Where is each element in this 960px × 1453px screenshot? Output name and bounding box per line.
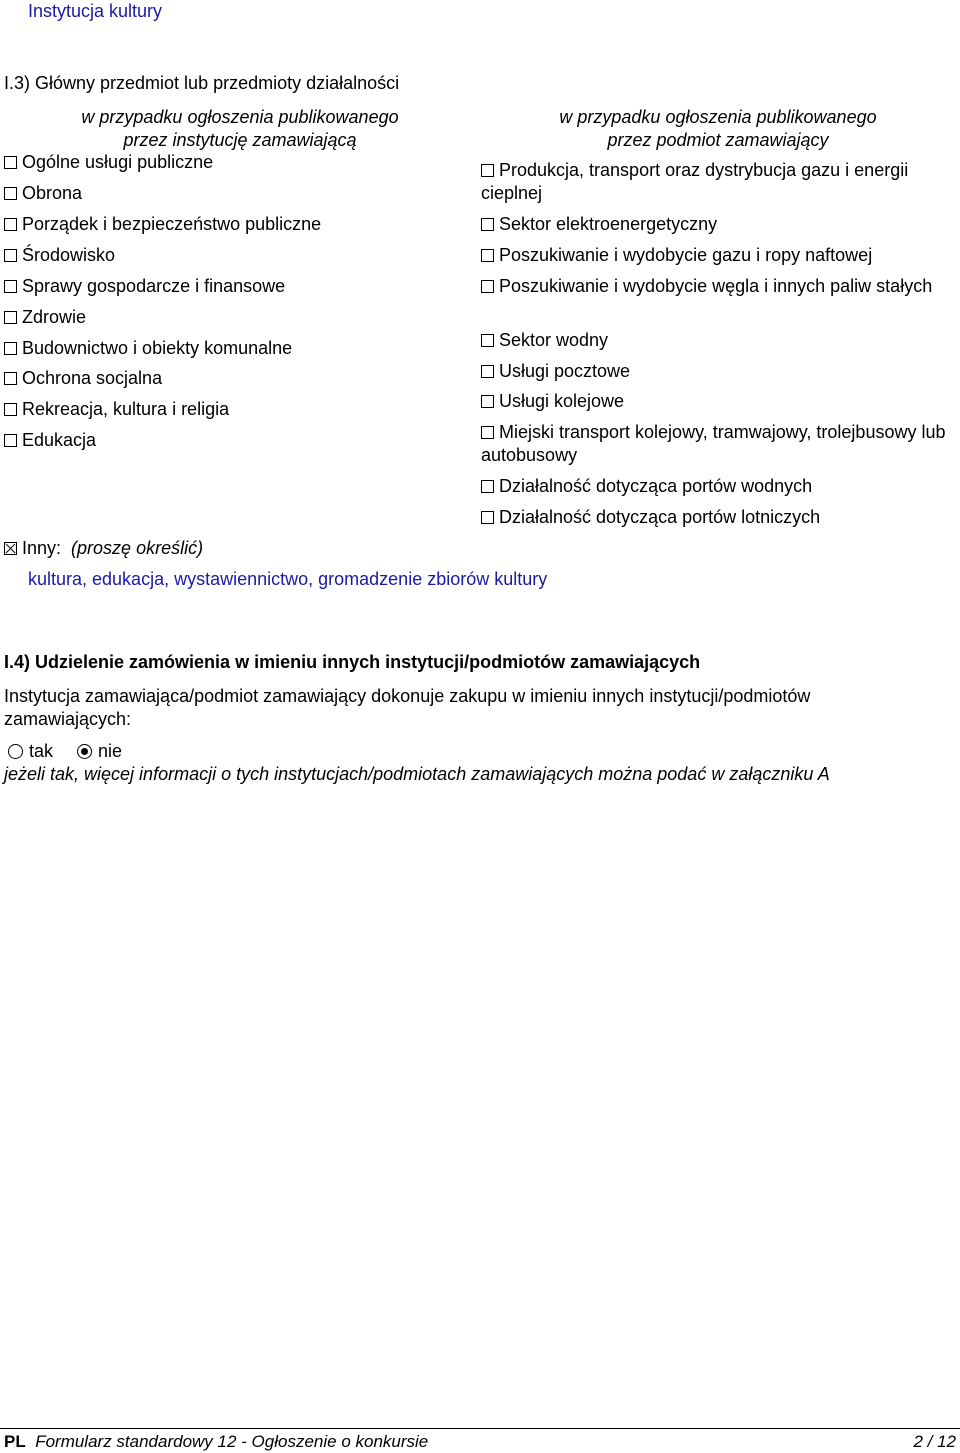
option-defence[interactable]	[4, 182, 82, 205]
other-hint: (proszę określić)	[71, 538, 204, 558]
checkbox-icon[interactable]	[4, 249, 17, 262]
contracting-authority-type-value: Instytucja kultury	[28, 1, 163, 21]
annex-a-note: jeżeli tak, więcej informacji o tych instytucjach/podmiotach zamawiających można podać w załączniku A	[4, 764, 830, 784]
option-coal-solid-fuels[interactable]	[481, 275, 951, 298]
option-health[interactable]	[4, 306, 86, 329]
option-recreation-culture-religion[interactable]	[4, 398, 229, 421]
checkbox-icon[interactable]	[481, 426, 494, 439]
option-gas-oil-extraction[interactable]	[481, 244, 951, 267]
radio-option-no[interactable]	[77, 741, 122, 761]
checkbox-icon[interactable]	[481, 164, 494, 177]
footer-form-info	[4, 1430, 428, 1453]
checkbox-icon[interactable]	[4, 372, 17, 385]
section-i4-title: I.4) Udzielenie zamówienia w imieniu innych instytucji/podmiotów zamawiających	[4, 652, 701, 672]
checkbox-icon[interactable]	[481, 280, 494, 293]
left-header-line-2: przez instytucję zamawiającą	[123, 130, 357, 150]
radio-option-yes[interactable]	[8, 741, 53, 761]
other-label: Inny:	[22, 538, 62, 558]
option-electricity[interactable]	[481, 213, 951, 236]
footer-page-number: 2 / 12	[913, 1432, 956, 1451]
option-education[interactable]	[4, 429, 96, 452]
option-other[interactable]	[4, 537, 203, 560]
option-label: Sektor wodny	[499, 330, 609, 350]
radio-yes-label: tak	[29, 741, 54, 761]
checkbox-icon[interactable]	[481, 334, 494, 347]
option-label: Porządek i bezpieczeństwo publiczne	[22, 214, 322, 234]
checkbox-icon[interactable]	[4, 218, 17, 231]
option-label: Edukacja	[22, 430, 97, 450]
option-railway-services[interactable]	[481, 390, 951, 413]
option-label: Zdrowie	[22, 307, 87, 327]
checkbox-icon[interactable]	[481, 395, 494, 408]
footer-lang: PL	[4, 1432, 26, 1451]
radio-selected-icon[interactable]	[77, 744, 92, 759]
radio-empty-icon[interactable]	[8, 744, 23, 759]
checkbox-icon[interactable]	[481, 249, 494, 262]
option-label: Środowisko	[22, 245, 116, 265]
option-gas-heat-production[interactable]	[481, 159, 951, 205]
checkbox-icon[interactable]	[4, 311, 17, 324]
option-economic-financial-affairs[interactable]	[4, 275, 285, 298]
checked-checkbox-icon[interactable]	[4, 542, 17, 555]
option-social-protection[interactable]	[4, 367, 162, 390]
checkbox-icon[interactable]	[4, 342, 17, 355]
option-airport-activities[interactable]	[481, 506, 951, 529]
right-header-line-2: przez podmiot zamawiający	[607, 130, 829, 150]
option-label: Miejski transport kolejowy, tramwajowy, trolejbusowy lub autobusowy	[481, 422, 946, 465]
option-environment[interactable]	[4, 244, 115, 267]
option-label: Produkcja, transport oraz dystrybucja gazu i energii cieplnej	[481, 160, 909, 203]
option-label: Poszukiwanie i wydobycie węgla i innych paliw stałych	[499, 276, 933, 296]
option-water[interactable]	[481, 329, 951, 352]
option-postal-services[interactable]	[481, 360, 951, 383]
checkbox-icon[interactable]	[481, 218, 494, 231]
checkbox-icon[interactable]	[4, 156, 17, 169]
option-label: Ogólne usługi publiczne	[22, 152, 214, 172]
option-label: Budownictwo i obiekty komunalne	[22, 338, 293, 358]
option-label: Poszukiwanie i wydobycie gazu i ropy naftowej	[499, 245, 873, 265]
option-general-public-services[interactable]	[4, 151, 213, 174]
option-label: Rekreacja, kultura i religia	[22, 399, 230, 419]
option-label: Sprawy gospodarcze i finansowe	[22, 276, 286, 296]
footer-form-name: Formularz standardowy 12 - Ogłoszenie o konkursie	[35, 1432, 429, 1451]
joint-procurement-question: Instytucja zamawiająca/podmiot zamawiający dokonuje zakupu w imieniu innych instytucji/podmiotów zamawiających:	[4, 686, 811, 729]
checkbox-icon[interactable]	[4, 434, 17, 447]
radio-no-label: nie	[98, 741, 123, 761]
right-header-line-1: w przypadku ogłoszenia publikowanego	[559, 107, 877, 127]
option-housing-community[interactable]	[4, 337, 292, 360]
option-label: Obrona	[22, 183, 83, 203]
option-urban-transport[interactable]	[481, 421, 951, 467]
right-column-header	[518, 106, 918, 152]
option-label: Sektor elektroenergetyczny	[499, 214, 718, 234]
option-label: Działalność dotycząca portów wodnych	[499, 476, 813, 496]
option-public-order-safety[interactable]	[4, 213, 321, 236]
option-label: Usługi pocztowe	[499, 361, 631, 381]
radio-group-joint-procurement	[8, 740, 122, 763]
left-header-line-1: w przypadku ogłoszenia publikowanego	[81, 107, 399, 127]
option-label: Ochrona socjalna	[22, 368, 163, 388]
checkbox-icon[interactable]	[481, 365, 494, 378]
option-label: Działalność dotycząca portów lotniczych	[499, 507, 821, 527]
checkbox-icon[interactable]	[4, 280, 17, 293]
checkbox-icon[interactable]	[481, 480, 494, 493]
option-label: Usługi kolejowe	[499, 391, 625, 411]
checkbox-icon[interactable]	[4, 403, 17, 416]
checkbox-icon[interactable]	[4, 187, 17, 200]
option-port-activities[interactable]	[481, 475, 951, 498]
left-column-header	[40, 106, 440, 152]
footer-divider	[0, 1428, 960, 1429]
checkbox-icon[interactable]	[481, 511, 494, 524]
other-value: kultura, edukacja, wystawiennictwo, gromadzenie zbiorów kultury	[28, 569, 548, 589]
section-i3-title: I.3) Główny przedmiot lub przedmioty działalności	[4, 73, 400, 93]
